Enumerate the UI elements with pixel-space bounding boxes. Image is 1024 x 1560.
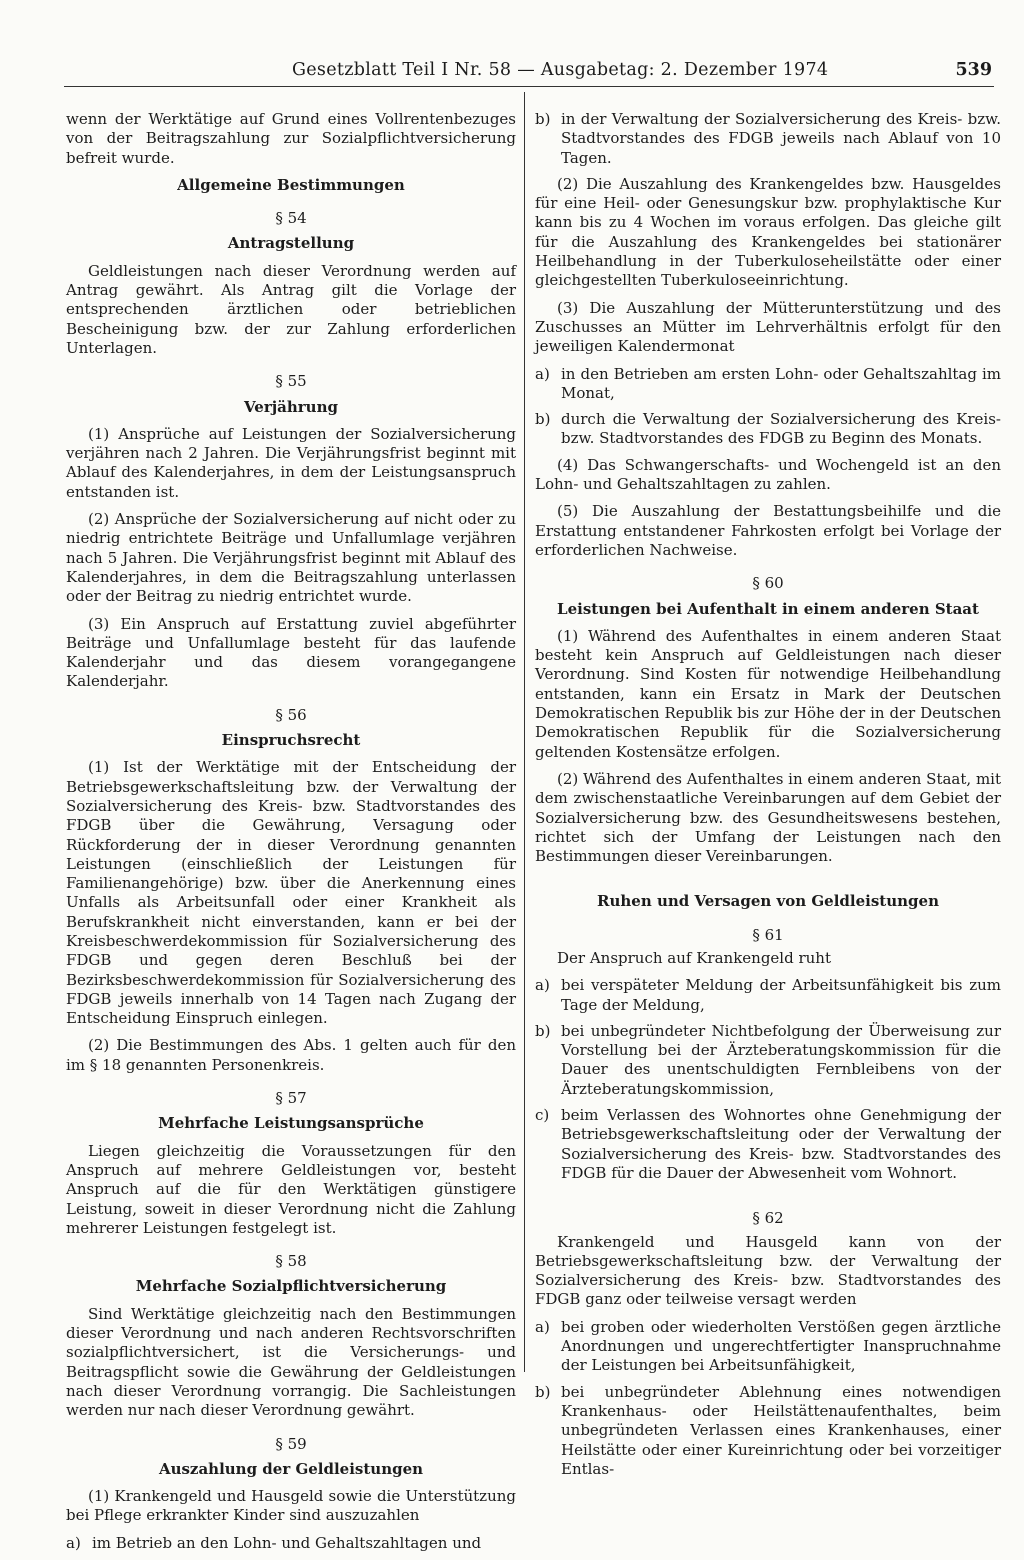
header-rule [64, 86, 994, 87]
section-55-para-1: (1) Ansprüche auf Leistungen der Sozialversicherung verjähren nach 2 Jahren. Die Verjährungsfrist beginnt mit Ablauf des Kalenderjahres, in dem der Leistungsanspruch entstanden ist. [66, 424, 516, 501]
item-text: bei unbegründeter Ablehnung eines notwendigen Krankenhaus- oder Heilstättenaufenthaltes, beim unbegründeten Verlassen eines Krankenhauses, einer Heilstätte oder einer Kureinrichtung oder bei vorzeitiger Entlas- [561, 1382, 1001, 1478]
item-text: in den Betrieben am ersten Lohn- oder Gehaltszahltag im Monat, [561, 364, 1001, 402]
item-label: a) [535, 1317, 550, 1336]
section-55-number: § 55 [275, 372, 307, 391]
section-56-para-1: (1) Ist der Werktätige mit der Entscheidung der Betriebsgewerkschaftsleitung bzw. der Verwaltung der Sozialversicherung des Kreis- bzw. Stadtvorstandes des FDGB über die Gewährung, Versagung oder Rückforderung der in dieser Verordnung genannten Leistungen (einschließlich der Leistungen für Familienangehörige) bzw. über die Anerkennung eines Unfalls als Arbeitsunfall oder einer Krankheit als Berufskrankheit nicht einverstanden, kann er bei der Kreisbeschwerdekommission für Sozialversicherung des FDGB und gegen deren Beschluß bei der Bezirksbeschwerdekommission für Sozialversicherung des FDGB jeweils innerhalb von 14 Tagen nach Zugang der Entscheidung Einspruch einlegen. [66, 758, 516, 1028]
item-text: bei groben oder wiederholten Verstößen gegen ärztliche Anordnungen und ungerechtfertigter Inanspruchnahme der Leistungen bei Arbeitsunfähigkeit, [561, 1317, 1001, 1375]
section-55-para-3: (3) Ein Anspruch auf Erstattung zuviel abgeführter Beiträge und Unfallumlage besteht für das laufende Kalenderjahr und das diesem vorangegangene Kalenderjahr. [66, 614, 516, 691]
item-label: a) [66, 1533, 81, 1552]
page-number: 539 [955, 60, 992, 80]
page-header [0, 60, 1024, 88]
item-label: b) [535, 110, 551, 128]
section-56-heading: Einspruchsrecht [221, 731, 361, 750]
section-59-para-5: (5) Die Auszahlung der Bestattungsbeihilfe und die Erstattung entstandener Fahrkosten erfolgt bei Vorlage der erforderlichen Nachweise. [535, 502, 1001, 559]
section-59-para-3-item-b [535, 410, 1001, 449]
section-54-text: Geldleistungen nach dieser Verordnung werden auf Antrag gewährt. Als Antrag gilt die Vorlage der entsprechenden ärztlichen oder betrieblichen Bescheinigung bzw. der zur Zahlung erforderlichen Unterlagen. [66, 261, 516, 357]
section-59-para-3: (3) Die Auszahlung der Mütterunterstützung und des Zuschusses an Mütter im Lehrverhältnis erfolgt für den jeweiligen Kalendermonat [535, 298, 1001, 356]
heading-allgemeine-bestimmungen: Allgemeine Bestimmungen [177, 175, 405, 194]
item-text: bei unbegründeter Nichtbefolgung der Überweisung zur Vorstellung bei der Ärzteberatungskommission für die Dauer des unentschuldigten Fernbleibens von der Ärzteberatungskommission, [561, 1021, 1001, 1098]
section-62-item-b [535, 1383, 1001, 1479]
section-54-number: § 54 [275, 209, 307, 228]
section-56-number: § 56 [275, 705, 307, 724]
column-divider [524, 92, 525, 1372]
section-57-text: Liegen gleichzeitig die Voraussetzungen für den Anspruch auf mehrere Geldleistungen vor, besteht Anspruch auf die für den Werktätigen günstigere Leistung, soweit in dieser Verordnung nicht die Zahlung mehrerer Leistungen festgelegt ist. [66, 1141, 516, 1237]
right-column [535, 110, 1001, 1486]
section-58-heading: Mehrfache Sozialpflichtversicherung [135, 1277, 447, 1296]
section-60-number: § 60 [752, 574, 784, 593]
section-59-number: § 59 [275, 1434, 307, 1453]
item-text: im Betrieb an den Lohn- und Gehaltszahltagen und [92, 1533, 482, 1552]
section-61-number: § 61 [752, 925, 784, 944]
section-56-para-2: (2) Die Bestimmungen des Abs. 1 gelten auch für den im § 18 genannten Personenkreis. [66, 1036, 516, 1074]
item-label: b) [535, 410, 551, 429]
section-57-heading: Mehrfache Leistungsansprüche [158, 1114, 424, 1133]
section-59-item-a [66, 1534, 516, 1553]
section-60-heading: Leistungen bei Aufenthalt in einem anderen Staat [557, 599, 979, 618]
section-58-text: Sind Werktätige gleichzeitig nach den Bestimmungen dieser Verordnung und nach anderen Rechtsvorschriften sozialpflichtversichert, ist die Versicherungs- und Beitragspflicht sowie die Gewährung der Geldleistungen nach dieser Verordnung vorrangig. Die Sachleistungen werden nur nach dieser Verordnung gewährt. [66, 1304, 516, 1420]
left-column [66, 110, 516, 1560]
section-59-para-1: (1) Krankengeld und Hausgeld sowie die Unterstützung bei Pflege erkrankter Kinder sind auszuzahlen [66, 1487, 516, 1525]
item-label: a) [535, 976, 550, 995]
section-59-heading: Auszahlung der Geldleistungen [158, 1459, 424, 1478]
section-61-item-a [535, 976, 1001, 1015]
item-text: in der Verwaltung der Sozialversicherung des Kreis- bzw. Stadtvorstandes des FDGB jeweils nach Ablauf von 10 Tagen. [561, 110, 1001, 167]
section-57-number: § 57 [275, 1089, 307, 1108]
section-62-item-a [535, 1318, 1001, 1376]
item-text: beim Verlassen des Wohnortes ohne Genehmigung der Betriebsgewerkschaftsleitung oder der Verwaltung der Sozialversicherung des Kreis- bzw. Stadtvorstandes des FDGB für die Dauer der Abwesenheit vom Wohnort. [561, 1106, 1001, 1182]
item-label: c) [535, 1106, 550, 1125]
section-61-text: Der Anspruch auf Krankengeld ruht [557, 948, 831, 967]
section-54-heading: Antragstellung [227, 234, 355, 253]
intro-paragraph: wenn der Werktätige auf Grund eines Vollrentenbezuges von der Beitragszahlung zur Sozialpflichtversicherung befreit wurde. [66, 110, 516, 167]
section-55-heading: Verjährung [244, 397, 338, 416]
item-label: b) [535, 1021, 551, 1040]
section-60-para-1: (1) Während des Aufenthaltes in einem anderen Staat besteht kein Anspruch auf Geldleistungen nach dieser Verordnung. Sind Kosten für notwendige Heilbehandlung entstanden, kann ein Ersatz in Mark der Deutschen Demokratischen Republik bis zur Höhe der in der Deutschen Demokratischen Republik für die Sozialversicherung geltenden Kostensätze erfolgen. [535, 626, 1001, 761]
gazette-title: Gesetzblatt Teil I Nr. 58 — Ausgabetag: 2. Dezember 1974 [292, 60, 829, 80]
section-62-text: Krankengeld und Hausgeld kann von der Betriebsgewerkschaftsleitung bzw. der Verwaltung der Sozialversicherung des Kreis- bzw. Stadtvorstandes des FDGB ganz oder teilweise versagt werden [535, 1232, 1001, 1309]
section-59-para-4: (4) Das Schwangerschafts- und Wochengeld ist an den Lohn- und Gehaltszahltagen zu zahlen. [535, 455, 1001, 494]
section-59-para-3-item-a [535, 365, 1001, 404]
heading-ruhen-und-versagen: Ruhen und Versagen von Geldleistungen [597, 892, 939, 911]
section-61-item-b [535, 1022, 1001, 1099]
item-label: b) [535, 1382, 551, 1401]
item-text: bei verspäteter Meldung der Arbeitsunfähigkeit bis zum Tage der Meldung, [561, 976, 1001, 1014]
section-60-para-2: (2) Während des Aufenthaltes in einem anderen Staat, mit dem zwischenstaatliche Vereinbarungen auf dem Gebiet der Sozialversicherung bzw. des Gesundheitswesens bestehen, richtet sich der Umfang der Leistungen nach den Bestimmungen dieser Vereinbarungen. [535, 769, 1001, 866]
item-text: durch die Verwaltung der Sozialversicherung des Kreis- bzw. Stadtvorstandes des FDGB zu Beginn des Monats. [561, 410, 1001, 448]
section-62-number: § 62 [752, 1209, 784, 1228]
section-59-para-2: (2) Die Auszahlung des Krankengeldes bzw. Hausgeldes für eine Heil- oder Genesungskur bzw. prophylaktische Kur kann bis zu 4 Wochen im voraus erfolgen. Das gleiche gilt für die Auszahlung des Krankengeldes bei stationärer Heilbehandlung in der Tuberkuloseheilstätte oder einer gleichgestellten Tuberkuloseeinrichtung. [535, 174, 1001, 290]
section-59-item-b [535, 110, 1001, 168]
item-label: a) [535, 364, 550, 383]
section-61-item-c [535, 1106, 1001, 1183]
section-55-para-2: (2) Ansprüche der Sozialversicherung auf nicht oder zu niedrig entrichtete Beiträge und Unfallumlage verjähren nach 5 Jahren. Die Verjährungsfrist beginnt mit Ablauf des Kalenderjahres, in dem die Beitragszahlung unterlassen oder der Beitrag zu niedrig entrichtet wurde. [66, 510, 516, 606]
section-58-number: § 58 [275, 1252, 307, 1271]
